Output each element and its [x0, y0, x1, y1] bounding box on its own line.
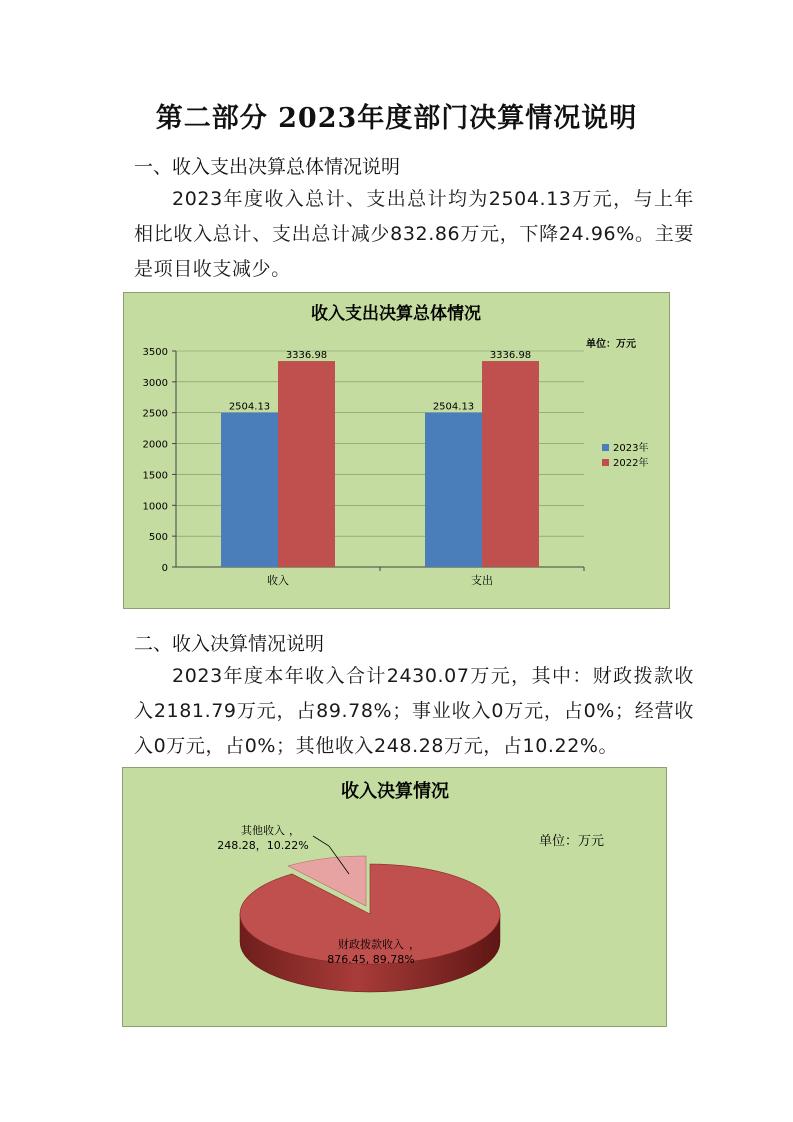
bar-chart-title: 收入支出决算总体情况 [311, 304, 481, 324]
pie-chart-title: 收入决算情况 [341, 781, 449, 802]
section1-heading: 一、收入支出决算总体情况说明 [134, 156, 401, 178]
legend-label: 2023年 [613, 443, 649, 454]
y-tick-label: 0 [161, 563, 168, 574]
section2-heading: 二、收入决算情况说明 [134, 633, 325, 655]
y-tick-label: 1000 [142, 501, 168, 513]
section2-paragraph: 2023年度本年收入合计2430.07万元，其中：财政拨款收入2181.79万元，占89.78%；事业收入0万元，占0%；经营收入0万元，占0%；其他收入248.28万元，占10.22%。 [134, 665, 694, 757]
x-tick-label: 收入 [267, 574, 289, 587]
bar-data-label: 3336.98 [489, 350, 532, 362]
bar-2023 [221, 412, 278, 567]
legend-label: 2022年 [613, 458, 649, 469]
pie-label-sep: ， [409, 938, 420, 951]
x-tick-label: 支出 [471, 574, 493, 587]
legend-swatch [602, 444, 609, 451]
y-tick-label: 500 [148, 532, 168, 544]
pie-chart [123, 768, 666, 1026]
y-tick-label: 3000 [142, 377, 168, 389]
pie-label-name: 财政拨款收入 [338, 938, 404, 951]
bar-data-label: 2504.13 [432, 401, 475, 413]
bar-2022 [278, 361, 335, 567]
bar-2022 [482, 361, 539, 567]
y-tick-label: 2000 [142, 439, 168, 451]
bar-data-label: 2504.13 [228, 401, 271, 413]
y-tick-label: 1500 [142, 470, 168, 482]
bar-data-label: 3336.98 [285, 350, 328, 362]
y-tick-label: 3500 [142, 347, 168, 358]
pie-label-value: 876.45, 89.78% [327, 953, 415, 966]
bar-chart-panel [123, 292, 670, 609]
bar-2023 [425, 412, 482, 567]
bar-chart-unit: 单位：万元 [586, 339, 636, 350]
pie-label-value: 248.28，10.22% [217, 839, 309, 852]
pie-chart-unit: 单位：万元 [539, 834, 605, 849]
pie-label-sep: ， [289, 824, 300, 837]
pie-label-name: 其他收入 [241, 824, 285, 837]
section1-paragraph: 2023年度收入总计、支出总计均为2504.13万元，与上年相比收入总计、支出总计减少832.86万元，下降24.96%。主要是项目收支减少。 [134, 188, 694, 280]
y-tick-label: 2500 [142, 408, 168, 420]
bar-chart [124, 293, 669, 608]
pie-chart-panel [122, 767, 667, 1027]
legend-swatch [602, 459, 609, 466]
page-title: 第二部分 2023年度部门决算情况说明 [155, 103, 638, 134]
